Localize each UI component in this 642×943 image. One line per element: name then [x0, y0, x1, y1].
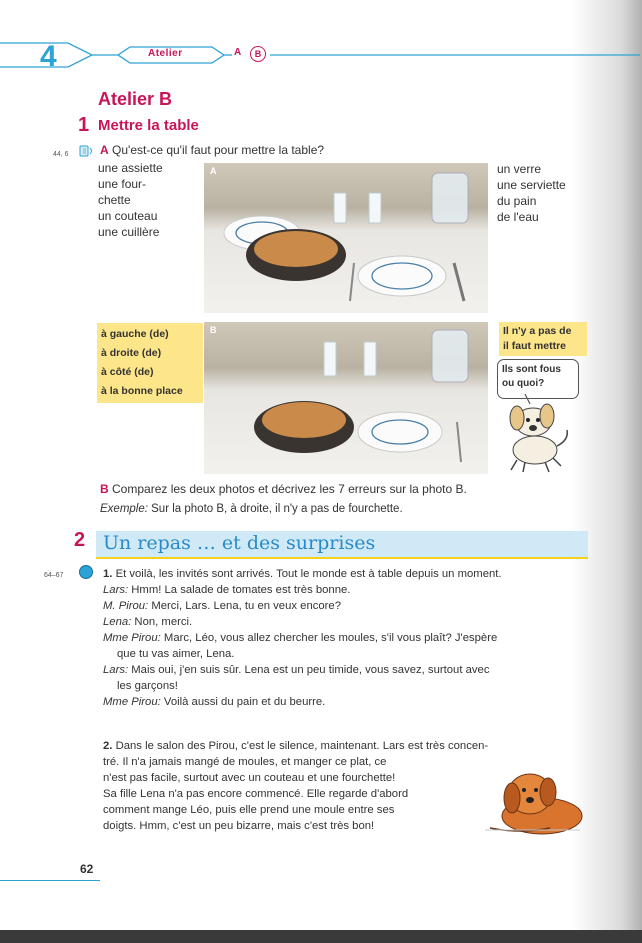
dialog-line	[103, 614, 588, 630]
position-words-box	[97, 323, 203, 403]
phrase-line: il faut mettre	[503, 340, 567, 352]
para-line	[103, 738, 588, 754]
section1-title: Mettre la table	[98, 117, 199, 134]
footer-rule	[0, 880, 100, 881]
speaker: Mme Pirou:	[103, 632, 161, 644]
header-banner	[0, 34, 642, 76]
vocab-list-left	[98, 160, 163, 240]
position-word: à gauche (de)	[101, 328, 169, 340]
dialog-text: Voilà aussi du pain et du beurre.	[163, 696, 326, 708]
speaker: Lena:	[103, 616, 132, 628]
dialog-line	[103, 662, 588, 678]
dialog-continuation: que tu vas aimer, Lena.	[117, 648, 235, 660]
section2-number: 2	[74, 529, 86, 551]
vocab-word: chette	[98, 193, 131, 207]
section2-track: 64–67	[44, 572, 64, 579]
dog-cartoon-icon	[495, 392, 575, 474]
dialog-line	[103, 582, 588, 598]
dialog-text: Mais oui, j'en suis sûr. Lena est un peu timide, vous savez, surtout avec	[131, 664, 490, 676]
dialog-line	[103, 598, 588, 614]
position-word: à la bonne place	[101, 385, 183, 397]
dialog-text: Non, merci.	[134, 616, 193, 628]
scan-bottom-bar	[0, 930, 642, 943]
dialog-line	[103, 630, 588, 646]
para-line: Sa fille Lena n'a pas encore commencé. Elle regarde d'abord	[103, 788, 409, 800]
para-line: doigts. Hmm, c'est un peu bizarre, mais c'est très bon!	[103, 820, 375, 832]
page-title: Atelier B	[98, 89, 173, 109]
dialog-text: Merci, Lars. Lena, tu en veux encore?	[151, 600, 341, 612]
vocab-word: un verre	[497, 162, 542, 176]
dialog-text: Marc, Léo, vous allez chercher les moules, s'il vous plaît? J'espère	[163, 632, 498, 644]
vocab-word: une assiette	[98, 161, 163, 175]
chapter-number: 4	[40, 40, 57, 73]
para-line-text: Dans le salon des Pirou, c'est le silence, maintenant. Lars est très concen-	[115, 740, 489, 752]
section-a-marker: A	[234, 47, 242, 58]
audio-cd-icon	[79, 565, 93, 579]
lying-dog-illustration	[480, 768, 585, 838]
vocab-word: de l'eau	[497, 210, 539, 224]
vocab-word: du pain	[497, 194, 537, 208]
vocab-word: une serviette	[497, 178, 566, 192]
task-b-letter: B	[100, 482, 109, 496]
dialog-text: Hmm! La salade de tomates est très bonne.	[131, 584, 351, 596]
intro-number: 1.	[103, 568, 113, 580]
task-b-text: Comparez les deux photos et décrivez les 7 erreurs sur la photo B.	[112, 482, 467, 496]
speech-line: Ils sont fous	[502, 364, 561, 375]
speaker: Lars:	[103, 664, 129, 676]
vocab-word: un couteau	[98, 209, 158, 223]
intro-text: Et voilà, les invités sont arrivés. Tout le monde est à table depuis un moment.	[115, 568, 502, 580]
photo-b-letter: B	[210, 325, 217, 335]
dialog-block	[103, 566, 588, 710]
section1-track: 44, 6	[53, 151, 69, 158]
speaker: Lars:	[103, 584, 129, 596]
intro-line	[103, 566, 588, 582]
photo-b-table-setting	[204, 322, 488, 474]
para2-number: 2.	[103, 740, 113, 752]
position-word: à droite (de)	[101, 347, 162, 359]
dialog-continuation: les garçons!	[117, 680, 178, 692]
audio-speaker-icon	[79, 143, 95, 159]
vocab-word: une cuillère	[98, 225, 160, 239]
question-a	[100, 143, 324, 157]
speech-line: ou quoi?	[502, 378, 545, 389]
vocab-list-right	[497, 161, 566, 225]
question-a-letter: A	[100, 143, 109, 157]
speaker: M. Pirou:	[103, 600, 149, 612]
para-line: tré. Il n'a jamais mangé de moules, et manger ce plat, ce	[103, 756, 387, 768]
phrase-line: Il n'y a pas de	[503, 325, 572, 337]
question-a-text: Qu'est-ce qu'il faut pour mettre la table?	[112, 143, 325, 157]
phrase-box	[499, 322, 587, 356]
photo-a-letter: A	[210, 166, 217, 176]
section-b-marker: B	[250, 46, 266, 62]
vocab-word: une four-	[98, 177, 147, 191]
para-line: comment mange Léo, puis elle prend une moule entre ses	[103, 804, 395, 816]
atelier-tab-label: Atelier	[148, 48, 183, 59]
section1-number: 1	[78, 114, 90, 136]
photo-a-table-setting	[204, 163, 488, 313]
page-number: 62	[80, 862, 94, 876]
speaker: Mme Pirou:	[103, 696, 161, 708]
section2-title: Un repas … et des surprises	[103, 532, 376, 554]
position-word: à côté (de)	[101, 366, 154, 378]
task-b	[100, 482, 467, 496]
example-line	[100, 503, 403, 515]
example-label: Exemple:	[100, 503, 148, 515]
para-line: n'est pas facile, surtout avec un couteau et une fourchette!	[103, 772, 396, 784]
dialog-line	[103, 694, 588, 710]
example-text: Sur la photo B, à droite, il n'y a pas de fourchette.	[151, 503, 403, 515]
